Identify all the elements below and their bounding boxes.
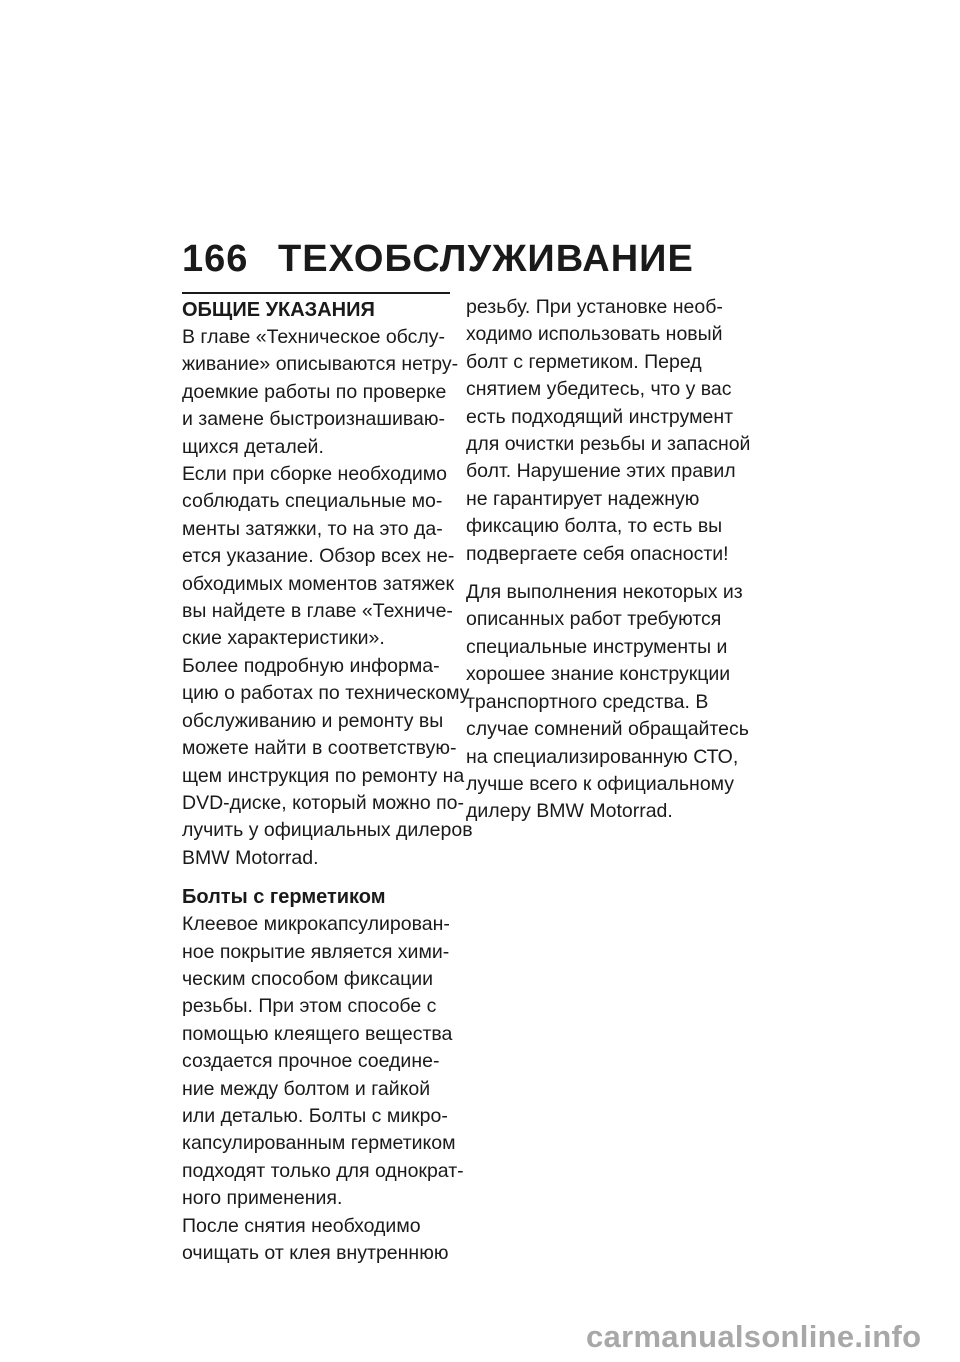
text-line: щем инструкция по ремонту на bbox=[182, 764, 465, 787]
text-line: или деталью. Болты с микро- bbox=[182, 1104, 448, 1127]
text-line: щихся деталей. bbox=[182, 435, 324, 458]
text-line: ется указание. Обзор всех не- bbox=[182, 545, 455, 568]
text-line: специальные инструменты и bbox=[466, 635, 728, 658]
text-line: можете найти в соответствую- bbox=[182, 737, 457, 760]
text-line: болт с герметиком. Перед bbox=[466, 350, 702, 373]
text-line: на специализированную СТО, bbox=[466, 745, 739, 768]
text-line: соблюдать специальные мо- bbox=[182, 490, 443, 513]
text-line: ное покрытие является хими- bbox=[182, 940, 450, 963]
text-line: помощью клеящего вещества bbox=[182, 1022, 453, 1045]
text-line: обслуживанию и ремонту вы bbox=[182, 709, 444, 732]
subsection-title: Болты с герметиком bbox=[182, 886, 386, 909]
text-line: менты затяжки, то на это да- bbox=[182, 517, 443, 540]
text-line: Для выполнения некоторых из bbox=[466, 581, 743, 604]
text-line: резьбу. При установке необ- bbox=[466, 296, 723, 318]
watermark: carmanualsonline.info bbox=[586, 1319, 922, 1354]
text-line: случае сомнений обращайтесь bbox=[466, 718, 749, 741]
text-line: и замене быстроизнашиваю- bbox=[182, 408, 446, 431]
text-line: ческим способом фиксации bbox=[182, 967, 434, 990]
text-line: ские характеристики». bbox=[182, 627, 385, 650]
text-line: подходят только для однократ- bbox=[182, 1159, 464, 1182]
text-line: создается прочное соедине- bbox=[182, 1050, 440, 1073]
paragraph-special-tools bbox=[466, 579, 749, 826]
text-line: Более подробную информа- bbox=[182, 654, 440, 677]
text-line: подвергаете себя опасности! bbox=[466, 542, 729, 565]
text-line: очищать от клея внутреннюю bbox=[182, 1242, 449, 1264]
text-line: Если при сборке необходимо bbox=[182, 463, 448, 486]
text-line: фиксацию болта, то есть вы bbox=[466, 515, 723, 538]
text-line: транспортного средства. В bbox=[466, 690, 709, 713]
text-line: есть подходящий инструмент bbox=[466, 405, 734, 428]
text-line: не гарантирует надежную bbox=[466, 487, 700, 510]
text-line: резьбы. При этом способе с bbox=[182, 995, 437, 1018]
paragraph-removal bbox=[182, 1213, 450, 1268]
text-line: BMW Motorrad. bbox=[182, 846, 319, 869]
page-number: 166 bbox=[182, 238, 249, 280]
left-column bbox=[182, 292, 473, 1267]
text-line: После снятия необходимо bbox=[182, 1214, 421, 1237]
text-line: ходимо использовать новый bbox=[466, 323, 723, 346]
text-line: описанных работ требуются bbox=[466, 608, 722, 631]
page-header bbox=[182, 238, 694, 281]
text-line: лучше всего к официальному bbox=[466, 772, 735, 795]
text-line: живание» описываются нетру- bbox=[182, 353, 459, 376]
paragraph-intro bbox=[182, 324, 459, 461]
text-line: для очистки резьбы и запасной bbox=[466, 433, 751, 456]
paragraph-microcapsule bbox=[182, 911, 464, 1212]
text-line: лучить у официальных дилеров bbox=[182, 819, 473, 842]
text-line: снятием убедитесь, что у вас bbox=[466, 378, 732, 401]
text-line: болт. Нарушение этих правил bbox=[466, 460, 736, 483]
text-line: ние между болтом и гайкой bbox=[182, 1077, 431, 1100]
text-line: дилеру BMW Motorrad. bbox=[466, 800, 673, 823]
chapter-title: ТЕХОБСЛУЖИВАНИЕ bbox=[278, 238, 694, 280]
text-line: цию о работах по техническому bbox=[182, 682, 470, 705]
text-line: Клеевое микрокапсулирован- bbox=[182, 913, 450, 936]
paragraph-more-info bbox=[182, 653, 473, 872]
text-line: обходимых моментов затяжек bbox=[182, 572, 455, 595]
text-line: DVD-диске, который можно по- bbox=[182, 791, 465, 814]
text-line: вы найдете в главе «Техниче- bbox=[182, 600, 453, 623]
text-line: хорошее знание конструкции bbox=[466, 663, 731, 686]
text-line: капсулированным герметиком bbox=[182, 1132, 456, 1155]
paragraph-bolt-warning bbox=[466, 294, 751, 568]
text-line: В главе «Техническое обслу- bbox=[182, 326, 446, 348]
right-column bbox=[466, 294, 751, 826]
paragraph-torque bbox=[182, 461, 455, 653]
text-line: ного применения. bbox=[182, 1187, 343, 1210]
text-line: доемкие работы по проверке bbox=[182, 380, 447, 403]
section-title: ОБЩИЕ УКАЗАНИЯ bbox=[182, 292, 450, 324]
